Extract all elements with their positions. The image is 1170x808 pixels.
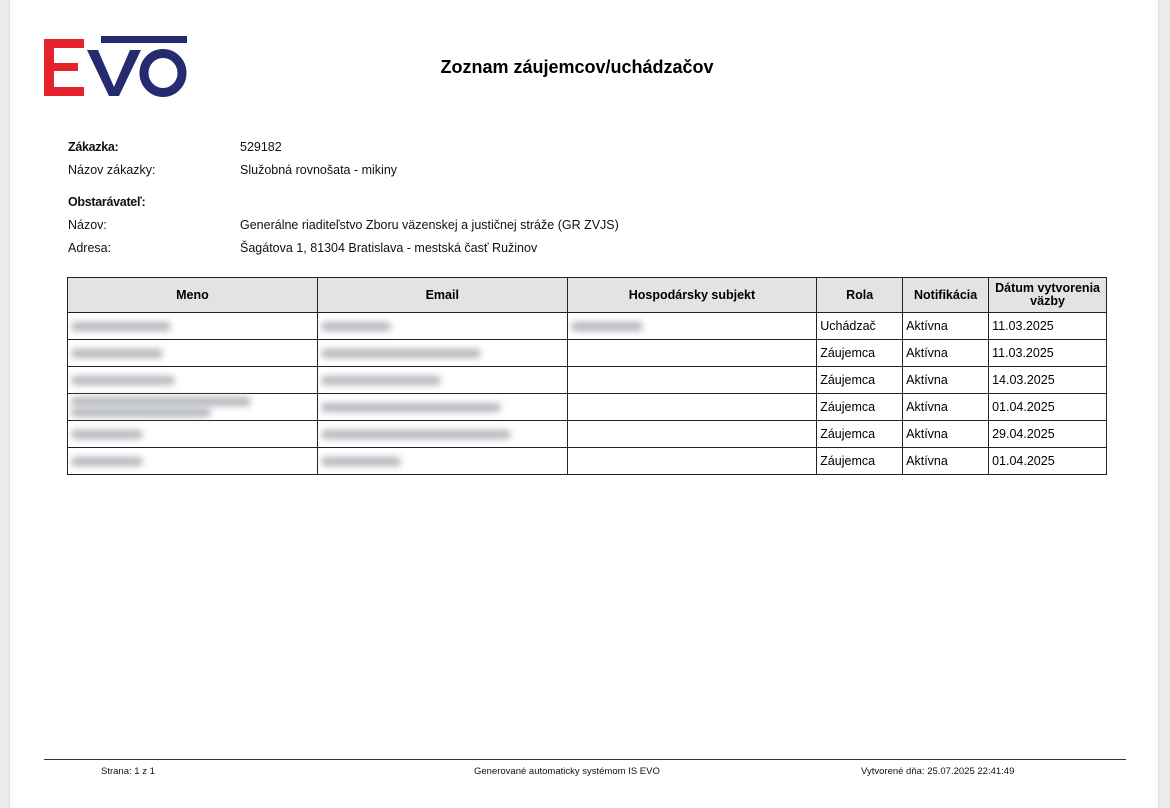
contract-number: 529182 xyxy=(240,140,282,154)
role-cell: Záujemca xyxy=(817,394,903,421)
redacted-name xyxy=(68,421,318,448)
role-cell: Uchádzač xyxy=(817,313,903,340)
redacted-name xyxy=(68,340,318,367)
empty-company xyxy=(567,367,817,394)
table-row xyxy=(68,421,1107,448)
procurer-heading: Obstarávateľ: xyxy=(68,195,146,209)
role-cell: Záujemca xyxy=(817,340,903,367)
applicants-table xyxy=(67,277,1107,475)
table-row xyxy=(68,340,1107,367)
redacted-email xyxy=(317,394,567,421)
contract-name-label: Názov zákazky: xyxy=(68,163,156,177)
column-header-hospodarsky-subjekt: Hospodársky subjekt xyxy=(567,278,817,313)
redacted-email xyxy=(317,448,567,475)
empty-company xyxy=(567,340,817,367)
redacted-name xyxy=(68,313,318,340)
date-cell: 11.03.2025 xyxy=(989,313,1107,340)
date-cell: 14.03.2025 xyxy=(989,367,1107,394)
notification-cell: Aktívna xyxy=(903,448,989,475)
empty-company xyxy=(567,448,817,475)
redacted-name xyxy=(68,394,318,421)
column-header-meno: Meno xyxy=(68,278,318,313)
column-header-notifikacia: Notifikácia xyxy=(903,278,989,313)
empty-company xyxy=(567,421,817,448)
role-cell: Záujemca xyxy=(817,367,903,394)
redacted-email xyxy=(317,367,567,394)
redacted-name xyxy=(68,448,318,475)
date-cell: 01.04.2025 xyxy=(989,394,1107,421)
table-row xyxy=(68,313,1107,340)
procurer-name-value: Generálne riaditeľstvo Zboru väzenskej a justičnej stráže (GR ZVJS) xyxy=(240,218,619,232)
column-header-rola: Rola xyxy=(817,278,903,313)
footer-generated-note: Generované automaticky systémom IS EVO xyxy=(474,766,660,777)
redacted-name xyxy=(68,367,318,394)
contract-label: Zákazka: xyxy=(68,140,119,154)
empty-company xyxy=(567,394,817,421)
role-cell: Záujemca xyxy=(817,448,903,475)
report-page xyxy=(10,0,1158,808)
redacted-email xyxy=(317,421,567,448)
footer-created-timestamp: Vytvorené dňa: 25.07.2025 22:41:49 xyxy=(861,766,1015,777)
date-cell: 29.04.2025 xyxy=(989,421,1107,448)
procurer-address-label: Adresa: xyxy=(68,241,112,255)
procurer-name-label: Názov: xyxy=(68,218,107,232)
date-cell: 01.04.2025 xyxy=(989,448,1107,475)
redacted-email xyxy=(317,340,567,367)
contract-name-value: Služobná rovnošata - mikiny xyxy=(240,163,398,177)
role-cell: Záujemca xyxy=(817,421,903,448)
notification-cell: Aktívna xyxy=(903,340,989,367)
table-row xyxy=(68,367,1107,394)
notification-cell: Aktívna xyxy=(903,421,989,448)
notification-cell: Aktívna xyxy=(903,367,989,394)
notification-cell: Aktívna xyxy=(903,313,989,340)
redacted-company xyxy=(567,313,817,340)
evo-logo xyxy=(44,36,188,98)
redacted-email xyxy=(317,313,567,340)
table-row xyxy=(68,448,1107,475)
column-header-email: Email xyxy=(317,278,567,313)
procurer-address-value: Šagátova 1, 81304 Bratislava - mestská časť Ružinov xyxy=(240,241,538,255)
table-row xyxy=(68,394,1107,421)
column-header-datum: Dátum vytvorenia väzby xyxy=(989,278,1107,313)
date-cell: 11.03.2025 xyxy=(989,340,1107,367)
notification-cell: Aktívna xyxy=(903,394,989,421)
footer-page-number: Strana: 1 z 1 xyxy=(101,766,155,777)
footer-divider xyxy=(44,759,1126,760)
table-header-row xyxy=(68,278,1107,313)
document-title: Zoznam záujemcov/uchádzačov xyxy=(440,57,714,77)
